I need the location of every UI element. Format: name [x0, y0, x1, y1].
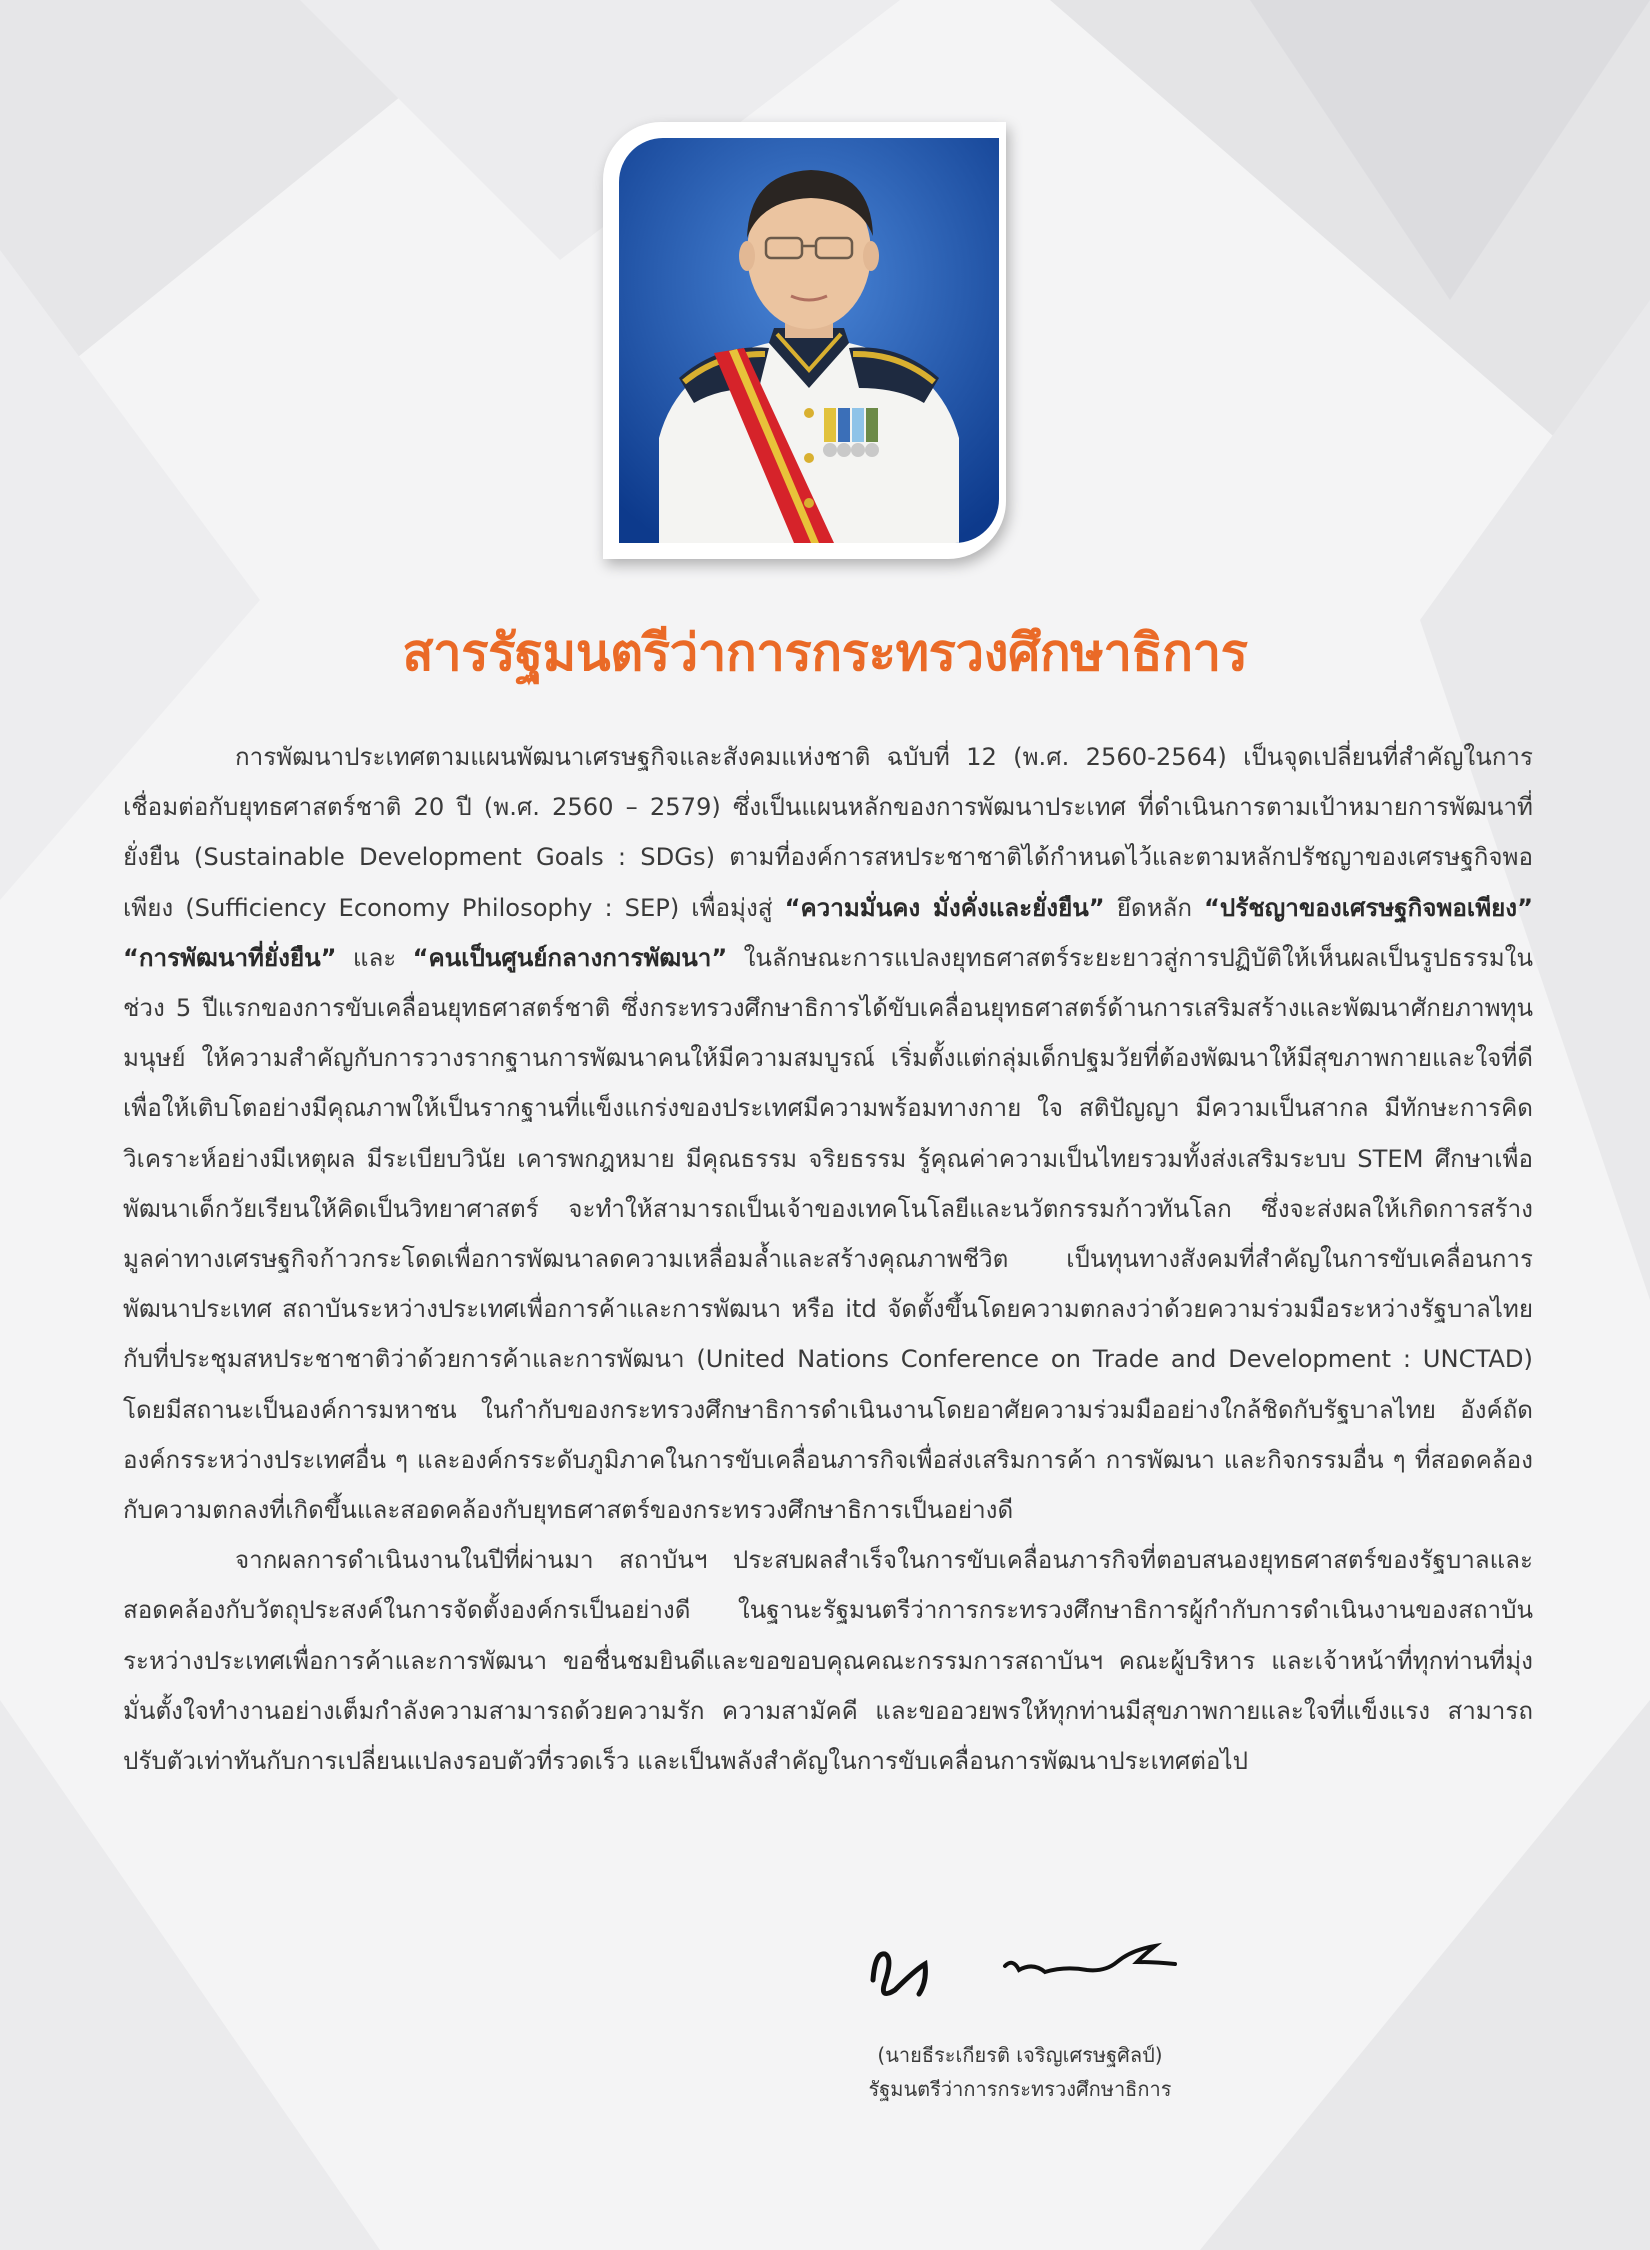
portrait-frame [603, 122, 1006, 559]
minister-portrait [619, 138, 999, 543]
paragraph-1-text-1: การพัฒนาประเทศตามแผนพัฒนาเศรษฐกิจและสังคมแห่งชาติ ฉบับที่ 12 (พ.ศ. 2560-2564) เป็นจุดเปลี่ยนที่สำคัญในการเชื่อมต่อกับยุทธศาสตร์ชาติ 20 ปี (พ.ศ. 2560 – 2579) ซึ่งเป็นแผนหลักของการพัฒนาประเทศ ที่ดำเนินการตามเป้าหมายการพัฒนาที่ยั่งยืน (Sustainable Development Goals : SDGs) ตามที่องค์การสหประชาชาติได้กำหนดไว้และตามหลักปรัชญาของเศรษฐกิจพอเพียง (Sufficiency Economy Philosophy : SEP) เพื่อมุ่งสู่ [123, 743, 1533, 922]
paragraph-1-text-4: ในลักษณะการแปลงยุทธศาสตร์ระยะยาวสู่การปฏิบัติให้เห็นผลเป็นรูปธรรมในช่วง 5 ปีแรกของการขับเคลื่อนยุทธศาสตร์ชาติ ซึ่งกระทรวงศึกษาธิการได้ขับเคลื่อนยุทธศาสตร์ด้านการเสริมสร้างและพัฒนาศักยภาพทุนมนุษย์ ให้ความสำคัญกับการวางรากฐานการพัฒนาคนให้มีความสมบูรณ์ เริ่มตั้งแต่กลุ่มเด็กปฐมวัยที่ต้องพัฒนาให้มีสุขภาพกายและใจที่ดี เพื่อให้เติบโตอย่างมีคุณภาพให้เป็นรากฐานที่แข็งแกร่งของประเทศมีความพร้อมทางกาย ใจ สติปัญญา มีความเป็นสากล มีทักษะการคิดวิเคราะห์อย่างมีเหตุผล มีระเบียบวินัย เคารพกฎหมาย มีคุณธรรม จริยธรรม รู้คุณค่าความเป็นไทยรวมทั้งส่งเสริมระบบ STEM ศึกษาเพื่อพัฒนาเด็กวัยเรียนให้คิดเป็นวิทยาศาสตร์ จะทำให้สามารถเป็นเจ้าของเทคโนโลยีและนวัตกรรมก้าวทันโลก ซึ่งจะส่งผลให้เกิดการสร้างมูลค่าทางเศรษฐกิจก้าวกระโดดเพื่อการพัฒนาลดความเหลื่อมล้ำและสร้างคุณภาพชีวิต เป็นทุนทางสังคมที่สำคัญในการขับเคลื่อนการพัฒนาประเทศ สถาบันระหว่างประเทศเพื่อการค้าและการพัฒนา หรือ itd จัดตั้งขึ้นโดยความตกลงว่าด้วยความร่วมมือระหว่างรัฐบาลไทยกับที่ประชุมสหประชาชาติว่าด้วยการค้าและการพัฒนา (United Nations Conference on Trade and Development : UNCTAD) โดยมีสถานะเป็นองค์การมหาชน ในกำกับของกระทรวงศึกษาธิการดำเนินงานโดยอาศัยความร่วมมืออย่างใกล้ชิดกับรัฐบาลไทย อังค์ถัด องค์กรระหว่างประเทศอื่น ๆ และองค์กรระดับภูมิภาคในการขับเคลื่อนภารกิจเพื่อส่งเสริมการค้า การพัฒนา และกิจกรรมอื่น ๆ ที่สอดคล้องกับความตกลงที่เกิดขึ้นและสอดคล้องกับยุทธศาสตร์ของกระทรวงศึกษาธิการเป็นอย่างดี [123, 943, 1534, 1525]
handwritten-signature [855, 1932, 1185, 2012]
paragraph-1-emphasis-3: “คนเป็นศูนย์กลางการพัฒนา” [412, 943, 728, 972]
paragraph-1-emphasis-2: “ปรัชญาของเศรษฐกิจพอเพียง” “การพัฒนาที่ยั่งยืน” [123, 893, 1534, 972]
paragraph-1-emphasis-1: “ความมั่นคง มั่งคั่งและยั่งยืน” [784, 893, 1105, 922]
signatory-name: (นายธีระเกียรติ เจริญเศรษฐศิลป์) [877, 2043, 1163, 2067]
signatory-block [850, 2038, 1190, 2106]
message-paragraph-2: จากผลการดำเนินงานในปีที่ผ่านมา สถาบันฯ ประสบผลสำเร็จในการขับเคลื่อนภารกิจที่ตอบสนองยุทธศาสตร์ของรัฐบาลและสอดคล้องกับวัตถุประสงค์ในการจัดตั้งองค์กรเป็นอย่างดี ในฐานะรัฐมนตรีว่าการกระทรวงศึกษาธิการผู้กำกับการดำเนินงานของสถาบันระหว่างประเทศเพื่อการค้าและการพัฒนา ขอชื่นชมยินดีและขอขอบคุณคณะกรรมการสถาบันฯ คณะผู้บริหาร และเจ้าหน้าที่ทุกท่านที่มุ่งมั่นตั้งใจทำงานอย่างเต็มกำลังความสามารถด้วยความรัก ความสามัคคี และขออวยพรให้ทุกท่านมีสุขภาพกายและใจที่แข็งแรง สามารถปรับตัวเท่าทันกับการเปลี่ยนแปลงรอบตัวที่รวดเร็ว และเป็นพลังสำคัญในการขับเคลื่อนการพัฒนาประเทศต่อไป [123, 1546, 1533, 1776]
paragraph-1-text-2: ยึดหลัก [1104, 893, 1205, 922]
message-body [123, 732, 1533, 1786]
signatory-position: รัฐมนตรีว่าการกระทรวงศึกษาธิการ [868, 2077, 1172, 2101]
message-paragraph-1 [123, 732, 1533, 1535]
paragraph-1-text-3: และ [336, 943, 413, 972]
page-title: สารรัฐมนตรีว่าการกระทรวงศึกษาธิการ [402, 624, 1248, 683]
